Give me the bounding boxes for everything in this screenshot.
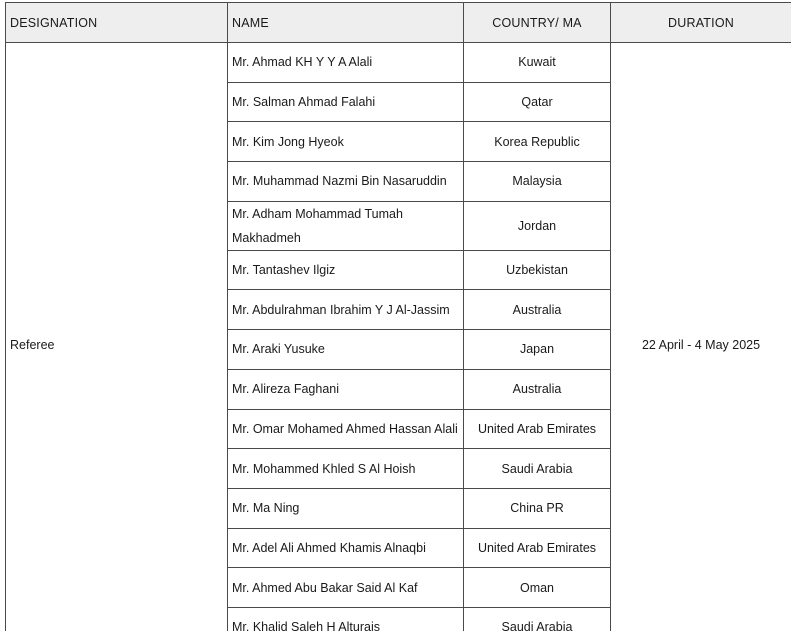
country-cell: Saudi Arabia bbox=[464, 607, 611, 631]
name-cell: Mr. Muhammad Nazmi Bin Nasaruddin bbox=[228, 162, 464, 202]
table-header-row bbox=[6, 3, 791, 43]
country-cell: Malaysia bbox=[464, 162, 611, 202]
name-cell: Mr. Ahmed Abu Bakar Said Al Kaf bbox=[228, 568, 464, 608]
duration-cell: 22 April - 4 May 2025 bbox=[611, 43, 791, 631]
country-cell: China PR bbox=[464, 488, 611, 528]
country-cell: Korea Republic bbox=[464, 122, 611, 162]
country-cell: United Arab Emirates bbox=[464, 528, 611, 568]
duration-header: DURATION bbox=[611, 3, 791, 43]
country-cell: Jordan bbox=[464, 201, 611, 250]
name-cell: Mr. Araki Yusuke bbox=[228, 330, 464, 370]
name-cell: Mr. Ma Ning bbox=[228, 488, 464, 528]
country-cell: Australia bbox=[464, 290, 611, 330]
country-cell: Qatar bbox=[464, 82, 611, 122]
name-cell: Mr. Abdulrahman Ibrahim Y J Al-Jassim bbox=[228, 290, 464, 330]
name-cell: Mr. Alireza Faghani bbox=[228, 369, 464, 409]
name-header: NAME bbox=[228, 3, 464, 43]
designation-header: DESIGNATION bbox=[6, 3, 228, 43]
name-cell: Mr. Mohammed Khled S Al Hoish bbox=[228, 449, 464, 489]
name-cell: Mr. Salman Ahmad Falahi bbox=[228, 82, 464, 122]
referee-table-container bbox=[5, 2, 791, 631]
country-cell: Australia bbox=[464, 369, 611, 409]
name-cell: Mr. Adham Mohammad Tumah Makhadmeh bbox=[228, 201, 464, 250]
name-cell: Mr. Kim Jong Hyeok bbox=[228, 122, 464, 162]
country-cell: Japan bbox=[464, 330, 611, 370]
referee-table bbox=[5, 2, 791, 631]
designation-cell: Referee bbox=[6, 43, 228, 631]
country-cell: United Arab Emirates bbox=[464, 409, 611, 449]
name-cell: Mr. Omar Mohamed Ahmed Hassan Alali bbox=[228, 409, 464, 449]
country-header: COUNTRY/ MA bbox=[464, 3, 611, 43]
table-row bbox=[6, 43, 791, 83]
table-body bbox=[6, 43, 791, 631]
country-cell: Uzbekistan bbox=[464, 250, 611, 290]
name-cell: Mr. Khalid Saleh H Alturais bbox=[228, 607, 464, 631]
country-cell: Oman bbox=[464, 568, 611, 608]
name-cell: Mr. Tantashev Ilgiz bbox=[228, 250, 464, 290]
country-cell: Saudi Arabia bbox=[464, 449, 611, 489]
name-cell: Mr. Adel Ali Ahmed Khamis Alnaqbi bbox=[228, 528, 464, 568]
name-cell: Mr. Ahmad KH Y Y A Alali bbox=[228, 43, 464, 83]
country-cell: Kuwait bbox=[464, 43, 611, 83]
